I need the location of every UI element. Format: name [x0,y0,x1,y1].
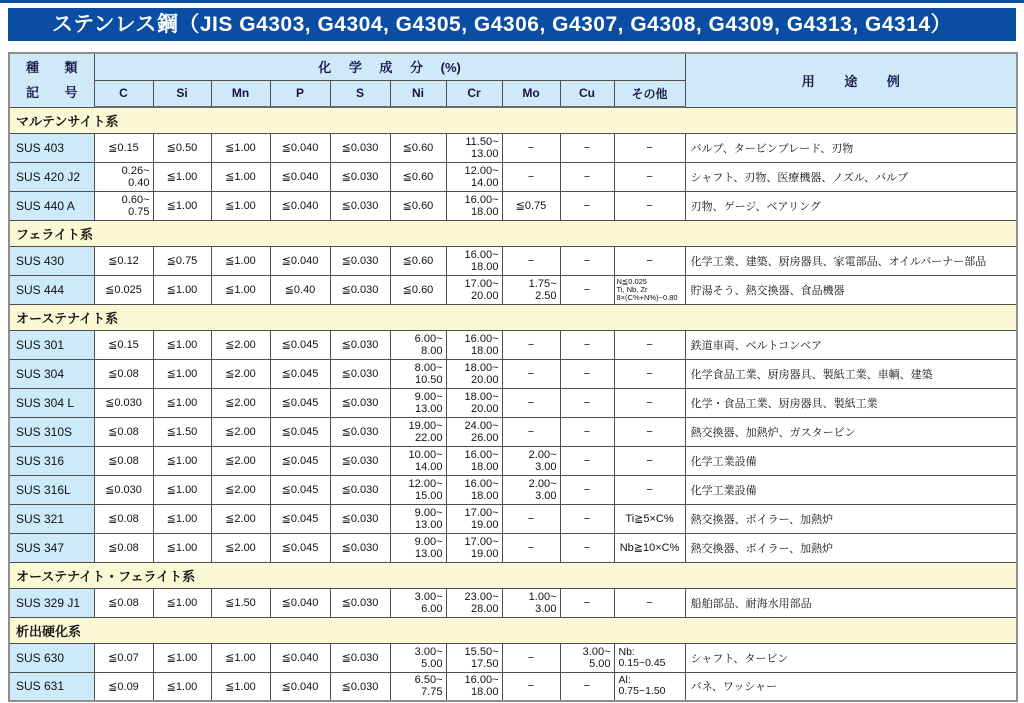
col-header-element-Mn: Mn [211,80,270,107]
table-row [9,504,1017,533]
chem-value-cell: ≦1.00 [153,191,211,220]
chem-value-cell: 0.60~ 0.75 [94,191,153,220]
col-header-element-S: S [330,80,390,107]
chem-value-cell: − [502,330,560,359]
col-header-kind-code [9,53,94,107]
sus-code-cell: SUS 440 A [9,191,94,220]
chem-value-cell: 6.50~ 7.75 [390,672,446,701]
table-row [9,417,1017,446]
section-row [9,304,1017,330]
sus-code-cell: SUS 304 L [9,388,94,417]
chem-value-cell: 16.00~ 18.00 [446,191,502,220]
chem-value-cell: ≦0.030 [94,475,153,504]
chem-value-cell: 23.00~ 28.00 [446,588,502,617]
usage-cell: 化学工業、建築、厨房器具、家電部品、オイルバーナー部品 [685,246,1017,275]
chem-value-cell: ≦0.045 [270,533,330,562]
section-title: 析出硬化系 [9,617,1017,643]
chem-value-cell: 3.00~ 6.00 [390,588,446,617]
chem-value-cell: ≦0.75 [153,246,211,275]
chem-value-cell: − [614,246,685,275]
chem-value-cell: − [614,588,685,617]
chem-value-cell: ≦0.030 [330,359,390,388]
chem-value-cell: − [614,191,685,220]
chem-value-cell: ≦0.09 [94,672,153,701]
chem-value-cell: ≦0.030 [330,330,390,359]
chem-value-cell: 3.00~ 5.00 [390,643,446,672]
chem-value-cell: ≦1.00 [153,330,211,359]
chem-value-cell: 18.00~ 20.00 [446,359,502,388]
chem-value-cell: 2.00~ 3.00 [502,446,560,475]
table-row [9,162,1017,191]
chem-value-cell: 10.00~ 14.00 [390,446,446,475]
chem-value-cell: N≦0.025 Ti, Nb, Zr 8×(C%+N%)~0.80 [614,275,685,304]
sus-code-cell: SUS 329 J1 [9,588,94,617]
chem-value-cell: ≦0.045 [270,475,330,504]
chem-value-cell: − [502,504,560,533]
chem-value-cell: ≦0.045 [270,446,330,475]
chem-value-cell: ≦2.00 [211,359,270,388]
chem-value-cell: 0.26~ 0.40 [94,162,153,191]
chem-value-cell: Al: 0.75~1.50 [614,672,685,701]
chem-value-cell: − [560,417,614,446]
sus-code-cell: SUS 630 [9,643,94,672]
usage-cell: シャフト、タービン [685,643,1017,672]
chem-value-cell: Ti≧5×C% [614,504,685,533]
chem-value-cell: ≦2.00 [211,446,270,475]
chem-value-cell: − [502,388,560,417]
table-row [9,246,1017,275]
chem-value-cell: − [560,504,614,533]
chem-value-cell: ≦0.08 [94,533,153,562]
chem-value-cell: ≦1.00 [211,246,270,275]
table-row [9,330,1017,359]
chem-value-cell: ≦0.030 [330,191,390,220]
chem-value-cell: ≦0.60 [390,133,446,162]
table-row [9,191,1017,220]
chem-value-cell: ≦0.030 [330,643,390,672]
section-row [9,562,1017,588]
chem-value-cell: − [560,162,614,191]
chem-value-cell: − [502,162,560,191]
chem-value-cell: ≦0.08 [94,588,153,617]
chem-value-cell: ≦1.00 [153,504,211,533]
chem-value-cell: ≦1.00 [153,588,211,617]
stainless-steel-table [8,52,1018,702]
chem-value-cell: 1.00~ 3.00 [502,588,560,617]
chem-value-cell: − [560,672,614,701]
chem-value-cell: − [614,330,685,359]
usage-cell: 貯湯そう、熱交換器、食品機器 [685,275,1017,304]
chem-value-cell: ≦0.040 [270,672,330,701]
chem-value-cell: ≦0.045 [270,330,330,359]
chem-value-cell: ≦0.030 [330,533,390,562]
chem-value-cell: ≦1.00 [153,672,211,701]
table-row [9,475,1017,504]
chem-value-cell: 12.00~ 14.00 [446,162,502,191]
chem-value-cell: − [560,330,614,359]
chem-value-cell: − [560,133,614,162]
table-row [9,533,1017,562]
sus-code-cell: SUS 444 [9,275,94,304]
chem-value-cell: ≦0.08 [94,504,153,533]
section-title: マルテンサイト系 [9,107,1017,133]
sus-code-cell: SUS 310S [9,417,94,446]
chem-value-cell: ≦0.60 [390,246,446,275]
col-header-element-Mo: Mo [502,80,560,107]
section-row [9,617,1017,643]
chem-value-cell: − [502,359,560,388]
table-row [9,388,1017,417]
table-row [9,643,1017,672]
chem-value-cell: ≦1.00 [153,475,211,504]
chem-value-cell: Nb: 0.15~0.45 [614,643,685,672]
col-header-kind-line2: 記 号 [25,85,78,101]
chem-value-cell: Nb≧10×C% [614,533,685,562]
chem-value-cell: ≦1.00 [211,643,270,672]
chem-value-cell: 12.00~ 15.00 [390,475,446,504]
chem-value-cell: ≦0.045 [270,417,330,446]
sus-code-cell: SUS 304 [9,359,94,388]
chem-value-cell: ≦0.030 [330,672,390,701]
chem-value-cell: ≦1.00 [211,191,270,220]
chem-value-cell: 18.00~ 20.00 [446,388,502,417]
chem-value-cell: ≦0.60 [390,162,446,191]
chem-value-cell: ≦0.40 [270,275,330,304]
usage-cell: 化学工業設備 [685,475,1017,504]
chem-value-cell: 17.00~ 19.00 [446,504,502,533]
chem-value-cell: ≦0.030 [330,246,390,275]
chem-value-cell: ≦0.040 [270,643,330,672]
chem-value-cell: ≦0.60 [390,275,446,304]
chem-value-cell: − [614,162,685,191]
chem-value-cell: ≦0.030 [330,133,390,162]
chem-value-cell: − [560,588,614,617]
chem-value-cell: 8.00~ 10.50 [390,359,446,388]
col-header-element-Si: Si [153,80,211,107]
chem-value-cell: 16.00~ 18.00 [446,246,502,275]
chem-value-cell: 24.00~ 26.00 [446,417,502,446]
col-header-kind-line1: 種 類 [25,60,78,76]
chem-value-cell: − [560,275,614,304]
chem-value-cell: ≦0.045 [270,504,330,533]
chem-value-cell: − [614,475,685,504]
chem-value-cell: ≦0.030 [330,417,390,446]
chem-value-cell: ≦0.040 [270,133,330,162]
sus-code-cell: SUS 301 [9,330,94,359]
chem-value-cell: 9.00~ 13.00 [390,388,446,417]
usage-cell: 熱交換器、ボイラー、加熱炉 [685,533,1017,562]
section-title: オーステナイト系 [9,304,1017,330]
chem-value-cell: ≦0.030 [330,162,390,191]
table-row [9,359,1017,388]
usage-cell: 化学・食品工業、厨房器具、製紙工業 [685,388,1017,417]
chem-value-cell: ≦1.00 [153,162,211,191]
chem-value-cell: − [502,533,560,562]
chem-value-cell: − [614,446,685,475]
table-row [9,133,1017,162]
chem-value-cell: − [560,388,614,417]
usage-cell: 鉄道車両、ベルトコンベア [685,330,1017,359]
section-title: オーステナイト・フェライト系 [9,562,1017,588]
chem-value-cell: ≦1.00 [153,446,211,475]
chem-value-cell: ≦1.00 [153,359,211,388]
chem-value-cell: ≦2.00 [211,388,270,417]
usage-cell: バルブ、タービンブレード、刃物 [685,133,1017,162]
sus-code-cell: SUS 420 J2 [9,162,94,191]
sus-code-cell: SUS 403 [9,133,94,162]
usage-cell: 化学工業設備 [685,446,1017,475]
chem-value-cell: − [614,417,685,446]
chem-value-cell: ≦2.00 [211,504,270,533]
chem-value-cell: ≦0.040 [270,191,330,220]
chem-value-cell: ≦0.045 [270,388,330,417]
usage-cell: シャフト、刃物、医療機器、ノズル、バルブ [685,162,1017,191]
chem-value-cell: ≦1.50 [153,417,211,446]
sus-code-cell: SUS 430 [9,246,94,275]
chem-value-cell: 11.50~ 13.00 [446,133,502,162]
chem-value-cell: ≦0.040 [270,588,330,617]
chem-value-cell: 16.00~ 18.00 [446,446,502,475]
chem-value-cell: ≦0.030 [330,504,390,533]
chem-value-cell: ≦1.00 [211,275,270,304]
header-row-group [9,53,1017,80]
sus-code-cell: SUS 347 [9,533,94,562]
chem-value-cell: 16.00~ 18.00 [446,330,502,359]
chem-value-cell: ≦0.030 [330,475,390,504]
chem-value-cell: − [614,133,685,162]
top-accent-line [0,0,1024,3]
chem-value-cell: − [560,246,614,275]
col-header-element-Cu: Cu [560,80,614,107]
chem-value-cell: ≦0.045 [270,359,330,388]
chem-value-cell: − [614,388,685,417]
usage-cell: 化学食品工業、厨房器具、製紙工業、車輌、建築 [685,359,1017,388]
chem-value-cell: 16.00~ 18.00 [446,475,502,504]
chem-value-cell: ≦1.50 [211,588,270,617]
section-row [9,220,1017,246]
chem-value-cell: ≦0.08 [94,446,153,475]
chem-value-cell: 6.00~ 8.00 [390,330,446,359]
chem-value-cell: − [560,446,614,475]
table-row [9,588,1017,617]
chem-value-cell: − [502,643,560,672]
table-row [9,446,1017,475]
table-row [9,275,1017,304]
chem-value-cell: 15.50~ 17.50 [446,643,502,672]
chem-value-cell: ≦2.00 [211,417,270,446]
chem-value-cell: ≦1.00 [153,388,211,417]
chem-value-cell: ≦0.030 [94,388,153,417]
chem-value-cell: ≦0.030 [330,446,390,475]
chem-value-cell: ≦0.08 [94,359,153,388]
chem-value-cell: ≦0.07 [94,643,153,672]
chem-value-cell: ≦0.030 [330,275,390,304]
chem-value-cell: − [560,533,614,562]
section-title: フェライト系 [9,220,1017,246]
chem-value-cell: ≦0.040 [270,246,330,275]
table-row [9,672,1017,701]
chem-value-cell: ≦1.00 [211,133,270,162]
chem-value-cell: ≦0.030 [330,588,390,617]
sus-code-cell: SUS 631 [9,672,94,701]
chem-value-cell: ≦2.00 [211,330,270,359]
sus-code-cell: SUS 321 [9,504,94,533]
chem-value-cell: ≦1.00 [153,643,211,672]
chem-value-cell: 16.00~ 18.00 [446,672,502,701]
chem-value-cell: − [614,359,685,388]
chem-value-cell: ≦0.60 [390,191,446,220]
chem-value-cell: ≦0.12 [94,246,153,275]
chem-value-cell: ≦0.030 [330,388,390,417]
chem-value-cell: − [502,417,560,446]
chem-value-cell: ≦0.15 [94,330,153,359]
col-header-chemical-composition: 化 学 成 分 (%) [94,53,685,80]
chem-value-cell: 17.00~ 20.00 [446,275,502,304]
chem-value-cell: ≦2.00 [211,475,270,504]
chem-value-cell: 1.75~ 2.50 [502,275,560,304]
chem-value-cell: ≦0.75 [502,191,560,220]
chem-value-cell: ≦2.00 [211,533,270,562]
usage-cell: 熱交換器、ボイラー、加熱炉 [685,504,1017,533]
chem-value-cell: ≦1.00 [153,275,211,304]
chem-value-cell: ≦1.00 [153,533,211,562]
chem-value-cell: 2.00~ 3.00 [502,475,560,504]
chem-value-cell: − [560,359,614,388]
col-header-usage-examples: 用 途 例 [685,53,1017,107]
section-row [9,107,1017,133]
chem-value-cell: ≦0.50 [153,133,211,162]
chem-value-cell: − [560,191,614,220]
chem-value-cell: 9.00~ 13.00 [390,504,446,533]
sus-code-cell: SUS 316 [9,446,94,475]
chem-value-cell: ≦0.040 [270,162,330,191]
col-header-element-その他: その他 [614,80,685,107]
usage-cell: バネ、ワッシャー [685,672,1017,701]
col-header-element-Ni: Ni [390,80,446,107]
chem-value-cell: 3.00~ 5.00 [560,643,614,672]
chem-value-cell: ≦1.00 [211,672,270,701]
col-header-element-Cr: Cr [446,80,502,107]
chem-value-cell: − [560,475,614,504]
chem-value-cell: ≦1.00 [211,162,270,191]
chem-value-cell: ≦0.025 [94,275,153,304]
chem-value-cell: ≦0.15 [94,133,153,162]
chem-value-cell: 19.00~ 22.00 [390,417,446,446]
chem-value-cell: 9.00~ 13.00 [390,533,446,562]
usage-cell: 船舶部品、耐海水用部品 [685,588,1017,617]
chem-value-cell: ≦0.08 [94,417,153,446]
chem-value-cell: − [502,672,560,701]
chem-value-cell: 17.00~ 19.00 [446,533,502,562]
col-header-element-C: C [94,80,153,107]
page-title: ステンレス鋼（JIS G4303, G4304, G4305, G4306, G4307, G4308, G4309, G4313, G4314） [8,8,1016,41]
chem-value-cell: − [502,133,560,162]
usage-cell: 熱交換器、加熱炉、ガスタービン [685,417,1017,446]
chem-value-cell: − [502,246,560,275]
col-header-element-P: P [270,80,330,107]
usage-cell: 刃物、ゲージ、ベアリング [685,191,1017,220]
sus-code-cell: SUS 316L [9,475,94,504]
